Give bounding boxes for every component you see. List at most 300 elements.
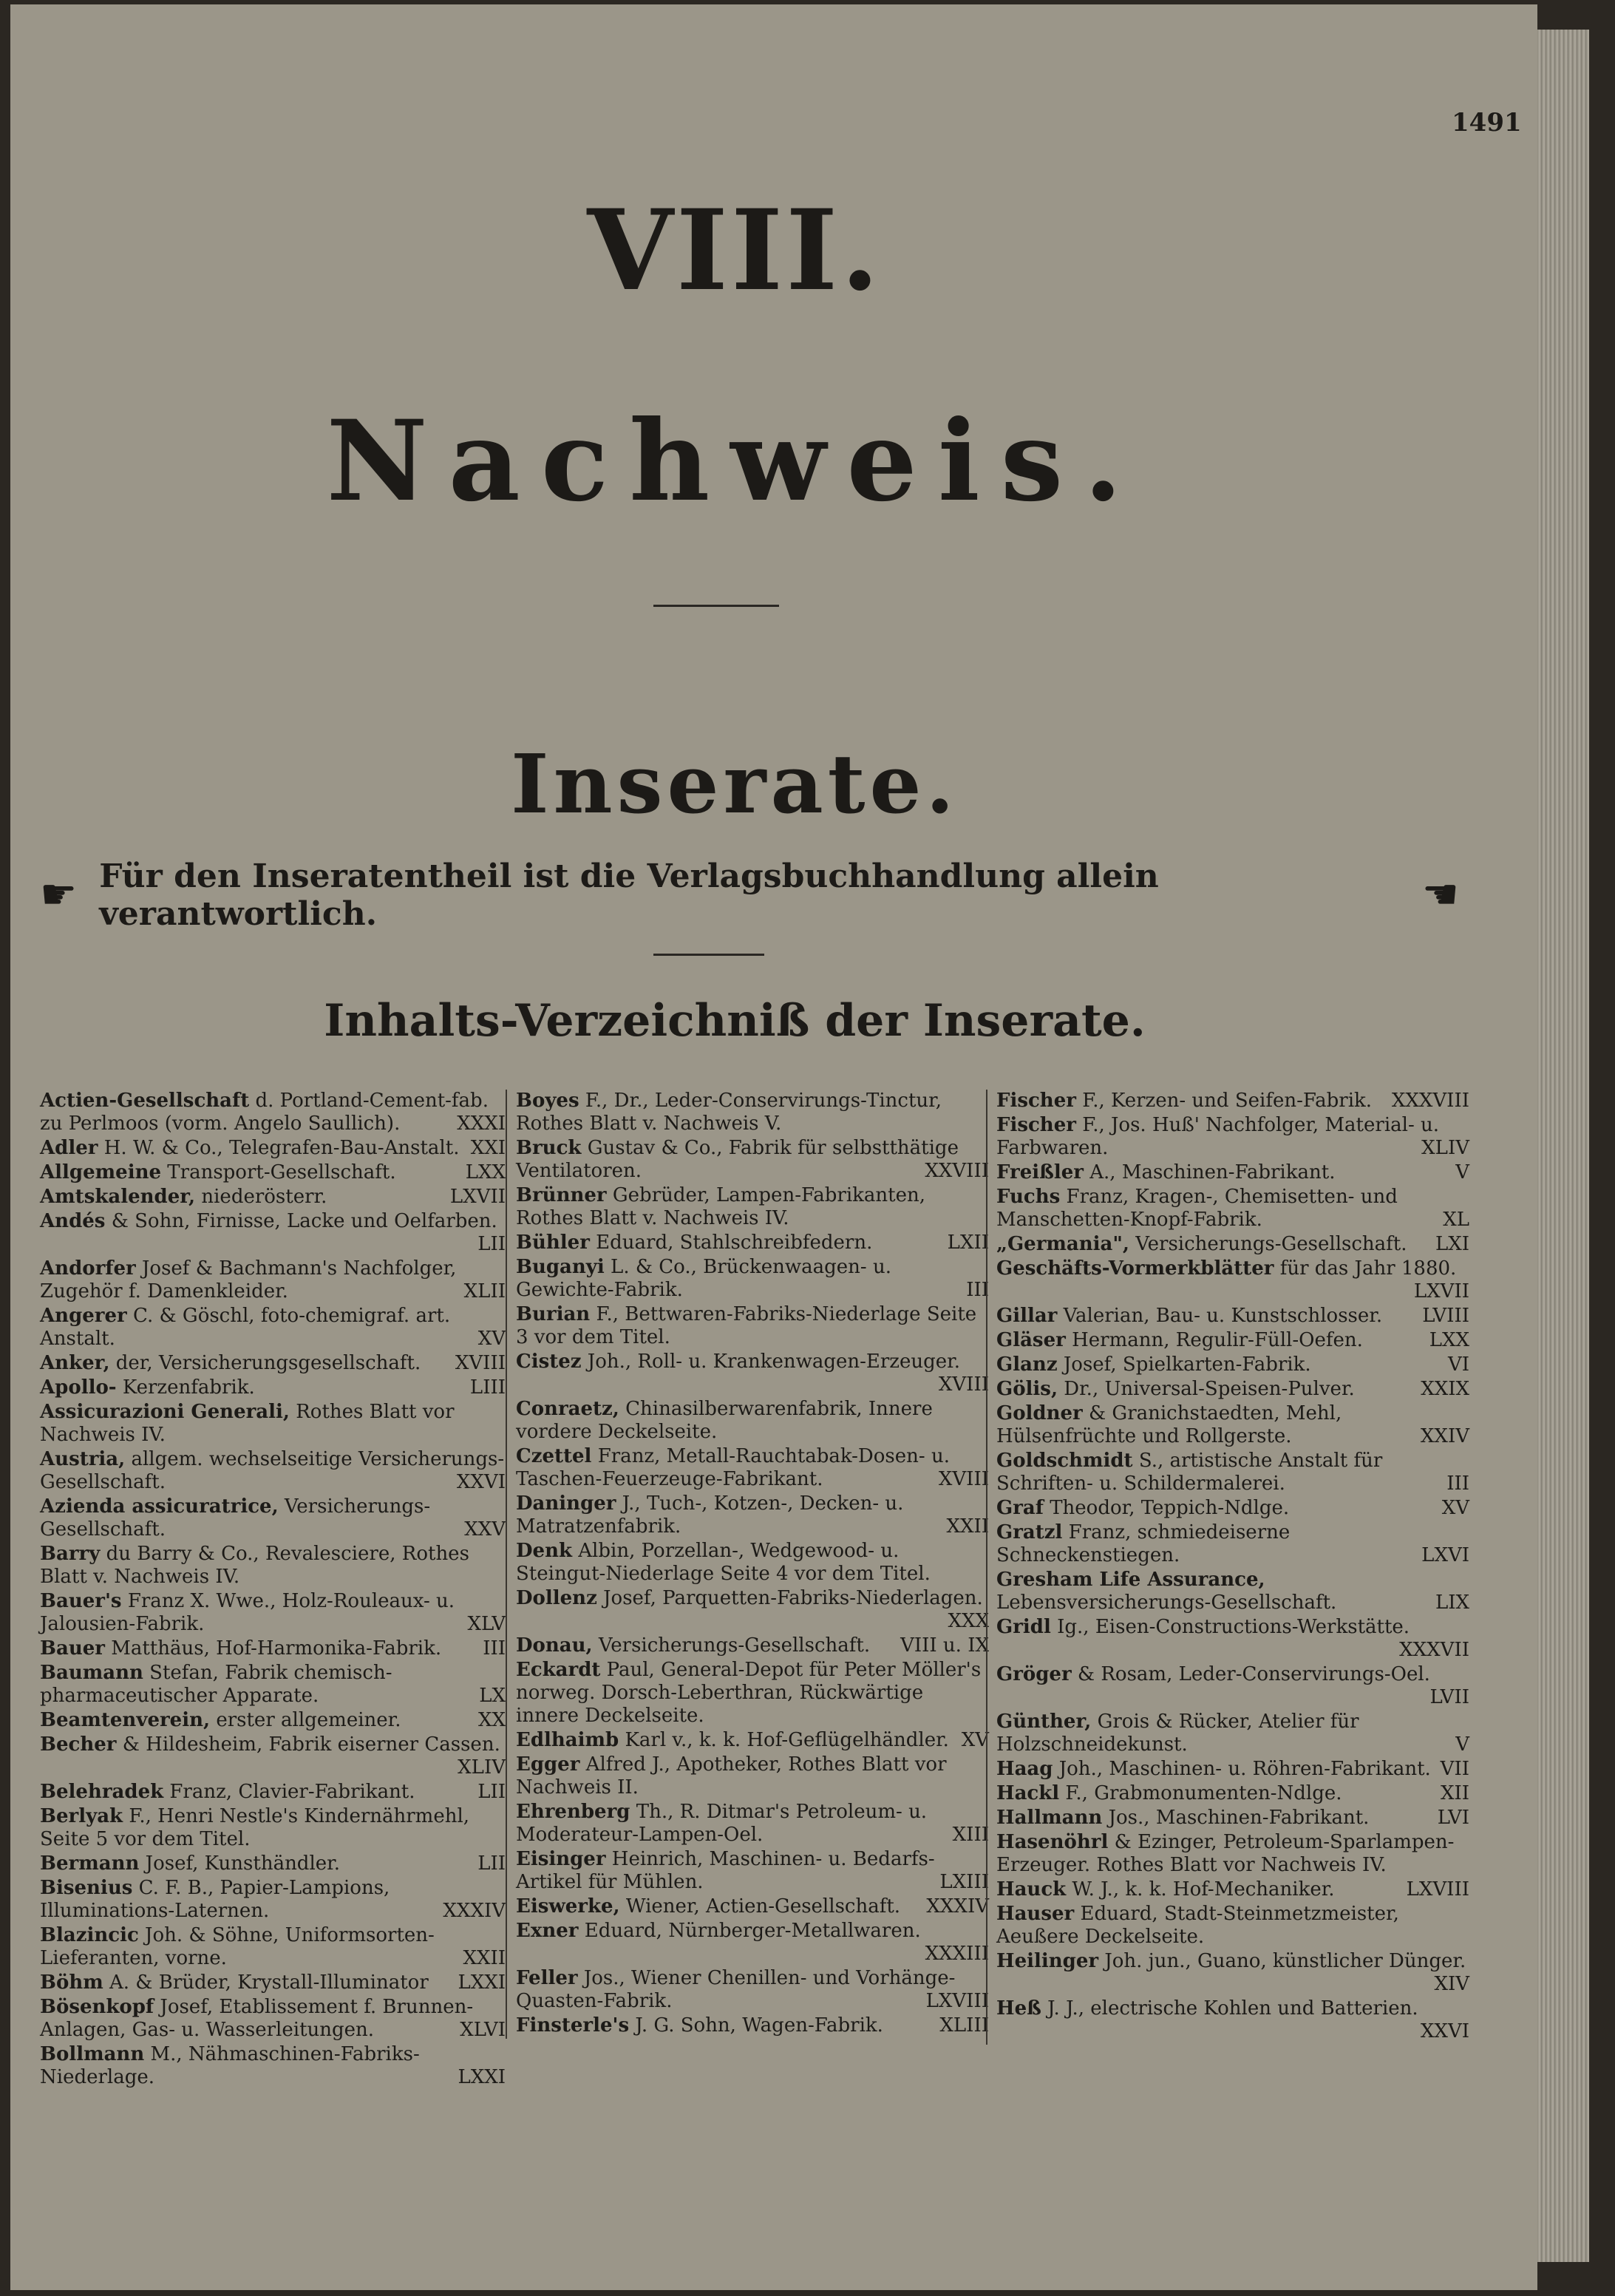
entry-name: Gridl [996,1616,1051,1638]
entry-name: Amtskalender, [40,1186,196,1208]
entry-name: Eiswerke, [516,1895,620,1918]
index-entry [996,1114,1469,1160]
entry-description: Transport-Gesellschaft. [161,1161,396,1183]
entry-description: Josef, Kunsthändler. [139,1852,340,1875]
entry-description: F., Kerzen- und Seifen-Fabrik. [1075,1090,1373,1112]
index-entry [516,1895,989,1918]
entry-name: Daninger [516,1492,616,1515]
entry-description: Alfred J., Apotheker, Rothes Blatt vor Nachweis II. [516,1753,947,1799]
entry-description: F., Grabmonumenten-Ndlge. [1059,1782,1342,1804]
entry-name: Baumann [40,1662,143,1684]
entry-name: Edlhaimb [516,1729,619,1751]
index-entry [996,1233,1469,1256]
index-entry [996,1950,1469,1996]
entry-reference: V [1455,1733,1469,1756]
entry-reference: XVIII [938,1373,989,1396]
entry-reference: III [966,1279,989,1301]
entry-description: Jos., Maschinen-Fabrikant. [1102,1807,1370,1829]
entry-reference: LII [477,1233,506,1255]
entry-description: Theodor, Teppich-Ndlge. [1043,1497,1290,1519]
entry-name: Hauser [996,1903,1075,1925]
entry-name: Gölis, [996,1378,1058,1400]
entry-description: F., Henri Nestle's Kindernährmehl, Seite 5 vor dem Titel. [40,1805,470,1850]
entry-name: Hallmann [996,1807,1103,1829]
entry-reference: LXII [947,1232,989,1254]
entry-name: Gresham Life Assurance, [996,1569,1265,1591]
entry-name: Goldner [996,1402,1083,1424]
entry-description: Joh., Maschinen- u. Röhren-Fabrikant. [1053,1758,1431,1780]
pointing-hand-right-icon: ☛ [40,871,78,919]
entry-reference: LXVII [449,1186,506,1208]
entry-description: d. Portland-Cement-fab. zu Perlmoos (vorm. Angelo Saullich). [40,1090,489,1135]
entry-reference: XLIV [1421,1137,1469,1159]
entry-description: Franz, Kragen-, Chemisetten- und Manschetten-Knopf-Fabrik. [996,1186,1398,1231]
entry-description: A., Maschinen-Fabrikant. [1084,1161,1336,1183]
entry-name: Bisenius [40,1877,133,1899]
entry-reference: V [1455,1161,1469,1183]
entry-name: Berlyak [40,1805,123,1827]
entry-description: Franz, schmiedeiserne Schneckenstiegen. [996,1521,1291,1566]
entry-reference: XIV [1434,1973,1469,1995]
index-entry [996,1521,1469,1567]
index-entry [516,2014,989,2037]
index-entry [996,1402,1469,1448]
entry-name: Gratzl [996,1521,1063,1543]
entry-reference: LX [479,1685,506,1707]
entry-reference: LXVIII [925,1990,989,2012]
entry-reference: XV [961,1729,989,1751]
index-entry [40,1376,506,1399]
pointing-hand-left-icon: ☚ [1421,871,1459,919]
index-entry [40,1257,506,1303]
entry-name: Ehrenberg [516,1801,630,1823]
entry-reference: VI [1447,1354,1469,1376]
entry-name: Brünner [516,1184,607,1206]
entry-description: Stefan, Fabrik chemisch-pharmaceutischer Apparate. [40,1662,392,1707]
entry-reference: LVII [1429,1686,1469,1708]
index-entry [516,1137,989,1183]
entry-name: Bermann [40,1852,140,1875]
entry-name: Bauer's [40,1590,122,1612]
entry-reference: XLIII [939,2014,989,2037]
entry-description: Eduard, Stadt-Steinmetzmeister, Aeußere Deckelseite. [996,1903,1399,1948]
entry-name: Finsterle's [516,2014,630,2037]
entry-description: Joh. & Söhne, Uniformsorten-Lieferanten, vorne. [40,1924,435,1969]
index-entry [996,1090,1469,1113]
entry-reference: XXIX [1421,1378,1469,1400]
entry-description: der, Versicherungsgesellschaft. [109,1352,421,1374]
entry-name: Heilinger [996,1950,1099,1972]
index-entry [996,1497,1469,1520]
entry-reference: XXVIII [925,1160,989,1182]
entry-description: C. & Göschl, foto-chemigraf. art. Anstalt. [40,1305,451,1350]
index-entry [996,1878,1469,1901]
entry-description: A. & Brüder, Krystall-Illuminator [103,1971,429,1994]
index-entry [516,1540,989,1586]
entry-description: Heinrich, Maschinen- u. Bedarfs-Artikel für Mühlen. [516,1848,935,1893]
entry-description: W. J., k. k. Hof-Mechaniker. [1066,1878,1335,1901]
entry-name: Exner [516,1920,579,1942]
entry-name: Hasenöhrl [996,1831,1109,1853]
entry-description: Jos., Wiener Chenillen- und Vorhänge-Quasten-Fabrik. [516,1967,956,2012]
entry-reference: LXIII [939,1871,989,1893]
entry-name: Eckardt [516,1659,601,1681]
entry-name: Cistez [516,1351,582,1373]
entry-reference: XX [477,1709,506,1731]
index-entry [40,1352,506,1375]
index-entry [40,1971,506,1994]
entry-name: Goldschmidt [996,1450,1133,1472]
index-entry [996,1663,1469,1709]
entry-description: Lebensversicherungs-Gesellschaft. [996,1592,1337,1614]
entry-description: & Hildesheim, Fabrik eiserner Cassen. [116,1733,500,1756]
index-entry [40,1733,506,1779]
entry-name: Egger [516,1753,580,1776]
part-number: VIII. [587,186,883,316]
entry-name: Burian [516,1303,591,1325]
entry-reference: XXVI [1420,2020,1469,2042]
entry-description: Joh., Roll- u. Krankenwagen-Erzeuger. [581,1351,961,1373]
toc-title: Inhalts-Verzeichniß der Inserate. [324,995,1146,1047]
entry-reference: LXXI [458,1971,506,1994]
entry-description: Franz, Clavier-Fabrikant. [163,1781,415,1803]
index-entry [516,1634,989,1657]
entry-reference: LVIII [1422,1305,1469,1327]
entry-name: Blazincic [40,1924,139,1946]
index-entry [40,1924,506,1970]
entry-reference: LXVII [1413,1280,1469,1302]
entry-description: Gustav & Co., Fabrik für selbstthätige Ventilatoren. [516,1137,959,1182]
entry-name: Apollo- [40,1376,117,1399]
entry-description: J. G. Sohn, Wagen-Fabrik. [629,2014,883,2037]
index-entry [516,1967,989,2013]
index-entry [40,1090,506,1135]
entry-reference: LXXI [458,2066,506,2088]
entry-name: „Germania", [996,1233,1129,1255]
entry-name: Geschäfts-Vormerkblätter [996,1257,1274,1280]
index-entry [40,1137,506,1160]
entry-name: Fuchs [996,1186,1061,1208]
index-entry [40,1709,506,1732]
index-entry [996,1329,1469,1352]
entry-reference: LII [477,1852,506,1875]
entry-description: Kerzenfabrik. [116,1376,255,1399]
entry-name: Heß [996,1997,1041,2020]
entry-description: Josef & Bachmann's Nachfolger, Zugehör f. Damenkleider. [40,1257,457,1302]
entry-description: Karl v., k. k. Hof-Geflügelhändler. [619,1729,949,1751]
entry-description: Rothes Blatt vor Nachweis IV. [40,1401,455,1446]
entry-description: du Barry & Co., Revalesciere, Rothes Blatt v. Nachweis IV. [40,1543,469,1588]
entry-reference: XXXIII [925,1943,989,1965]
index-entry [40,1877,506,1923]
entry-reference: VIII u. IX [900,1634,989,1657]
subsection-title: Inserate. [511,736,959,832]
index-entry [516,1256,989,1302]
index-entry [996,1758,1469,1781]
entry-name: Fischer [996,1090,1076,1112]
index-entry [516,1445,989,1491]
entry-description: Th., R. Ditmar's Petroleum- u. Moderateur-Lampen-Oel. [516,1801,928,1846]
entry-name: Böhm [40,1971,103,1994]
entry-reference: LXVI [1421,1544,1469,1566]
entry-name: Allgemeine [40,1161,162,1183]
index-entry [40,1996,506,2042]
index-entry [996,1831,1469,1877]
entry-description: Valerian, Bau- u. Kunstschlosser. [1057,1305,1383,1327]
entry-description: J., Tuch-, Kotzen-, Decken- u. Matratzenfabrik. [516,1492,904,1538]
index-entry [516,1492,989,1538]
entry-description: Josef, Etablissement f. Brunnen-Anlagen, Gas- u. Wasserleitungen. [40,1996,474,2041]
entry-description: & Sohn, Firnisse, Lacke und Oelfarben. [105,1210,497,1232]
entry-name: Fischer [996,1114,1076,1136]
index-entry [40,1781,506,1804]
entry-description: Matthäus, Hof-Harmonika-Fabrik. [104,1637,442,1660]
index-entry [996,1807,1469,1830]
entry-reference: XXXVIII [1391,1090,1469,1112]
index-column-3 [986,1090,1469,2045]
entry-reference: LIX [1435,1592,1469,1614]
index-entry [516,1920,989,1966]
index-entry [40,1852,506,1875]
entry-name: Gillar [996,1305,1058,1327]
index-entry [40,1495,506,1541]
index-entry [40,1637,506,1660]
notice-text: Für den Inseratentheil ist die Verlagsbuchhandlung allein verantwortlich. [99,857,1159,933]
entry-name: Haag [996,1758,1053,1780]
index-entry [996,1161,1469,1184]
entry-name: Gläser [996,1329,1066,1351]
entry-description: F., Bettwaren-Fabriks-Niederlage Seite 3 vor dem Titel. [516,1303,977,1348]
divider-rule [653,605,779,607]
entry-description: Dr., Universal-Speisen-Pulver. [1058,1378,1355,1400]
entry-description: Chinasilberwarenfabrik, Innere vordere Deckelseite. [516,1398,933,1443]
entry-description: Joh. jun., Guano, künstlicher Dünger. [1098,1950,1466,1972]
entry-description: Versicherungs-Gesellschaft. [592,1634,871,1657]
entry-name: Bruck [516,1137,582,1159]
index-entry [516,1729,989,1752]
index-entry [996,1569,1469,1614]
index-entry [516,1753,989,1799]
entry-name: Actien-Gesellschaft [40,1090,250,1112]
entry-reference: XV [477,1328,506,1350]
index-entry [516,1090,989,1135]
entry-name: Assicurazioni Generali, [40,1401,290,1423]
index-entry [996,1616,1469,1662]
index-entry [516,1659,989,1728]
entry-reference: XXV [464,1518,506,1541]
entry-description: F., Jos. Huß' Nachfolger, Material- u. Farbwaren. [996,1114,1440,1159]
entry-description: C. F. B., Papier-Lampions, Illuminations-Laternen. [40,1877,390,1922]
entry-description: erster allgemeiner. [210,1709,401,1731]
entry-description: Paul, General-Depot für Peter Möller's norweg. Dorsch-Leberthran, Rückwärtige innere Deckelseite. [516,1659,982,1727]
entry-description: Wiener, Actien-Gesellschaft. [619,1895,901,1918]
entry-name: Bauer [40,1637,105,1660]
index-entry [996,1711,1469,1756]
entry-description: niederösterr. [195,1186,327,1208]
index-entry [516,1848,989,1894]
entry-reference: LVI [1437,1807,1469,1829]
entry-reference: XXVI [456,1471,506,1493]
entry-reference: XLV [467,1613,506,1635]
entry-name: Donau, [516,1634,593,1657]
entry-name: Bollmann [40,2043,145,2065]
entry-reference: XVIII [938,1468,989,1490]
entry-description: Franz X. Wwe., Holz-Rouleaux- u. Jalousien-Fabrik. [40,1590,455,1635]
index-entry [40,1186,506,1209]
entry-reference: XL [1443,1209,1469,1231]
entry-description: J. J., electrische Kohlen und Batterien. [1041,1997,1418,2020]
entry-description: Hermann, Regulir-Füll-Oefen. [1065,1329,1363,1351]
book-page [10,4,1537,2290]
entry-description: & Granichstaedten, Mehl, Hülsenfrüchte und Rollgerste. [996,1402,1342,1447]
entry-reference: XXXIV [926,1895,989,1918]
entry-reference: VII [1440,1758,1469,1780]
entry-reference: XXII [463,1947,506,1969]
entry-reference: XLIV [458,1756,506,1779]
entry-name: Eisinger [516,1848,606,1870]
index-column-1 [40,1090,506,2090]
entry-name: Dollenz [516,1587,597,1609]
entry-name: Austria, [40,1448,126,1470]
entry-name: Günther, [996,1711,1092,1733]
index-entry [516,1184,989,1230]
entry-description: Josef, Parquetten-Fabriks-Niederlagen. [596,1587,983,1609]
index-entry [40,1448,506,1494]
entry-description: Eduard, Nürnberger-Metallwaren. [578,1920,921,1942]
entry-name: Bühler [516,1232,590,1254]
index-entry [516,1232,989,1254]
entry-reference: XXIV [1420,1425,1469,1447]
entry-description: Franz, Metall-Rauchtabak-Dosen- u. Taschen-Feuerzeuge-Fabrikant. [516,1445,950,1490]
index-column-2 [506,1090,989,2039]
notice-line [40,857,1459,933]
entry-description: allgem. wechselseitige Versicherungs-Gesellschaft. [40,1448,505,1493]
entry-reference: XV [1441,1497,1469,1519]
index-entry [40,1210,506,1256]
entry-description: Ig., Eisen-Constructions-Werkstätte. [1050,1616,1410,1638]
entry-description: Versicherungs-Gesellschaft. [40,1495,431,1541]
entry-name: Gröger [996,1663,1072,1685]
entry-description: Gebrüder, Lampen-Fabrikanten, Rothes Blatt v. Nachweis IV. [516,1184,925,1229]
entry-description: H. W. & Co., Telegrafen-Bau-Anstalt. [98,1137,460,1159]
entry-name: Adler [40,1137,98,1159]
index-entry [516,1351,989,1396]
index-entry [996,1354,1469,1376]
entry-name: Andés [40,1210,106,1232]
entry-description: L. & Co., Brückenwaagen- u. Gewichte-Fabrik. [516,1256,891,1301]
entry-description: & Rosam, Leder-Conservirungs-Oel. [1071,1663,1430,1685]
index-entry [516,1303,989,1349]
entry-name: Buganyi [516,1256,605,1278]
entry-name: Beamtenverein, [40,1709,211,1731]
entry-name: Czettel [516,1445,592,1467]
section-title: Nachweis. [326,396,1143,526]
entry-reference: III [483,1637,506,1660]
index-entry [40,1662,506,1708]
page-fore-edge [1537,30,1589,2262]
entry-reference: XII [1440,1782,1469,1804]
index-entry [996,1450,1469,1495]
entry-reference: III [1446,1473,1469,1495]
entry-reference: XXII [946,1515,989,1538]
entry-name: Andorfer [40,1257,136,1280]
index-entry [996,1997,1469,2043]
index-entry [40,1805,506,1851]
index-entry [996,1186,1469,1232]
entry-reference: XLII [463,1280,506,1302]
page-number: 1491 [1452,108,1522,137]
index-entry [40,1305,506,1351]
entry-name: Glanz [996,1354,1058,1376]
index-entry [40,2043,506,2089]
entry-name: Azienda assicuratrice, [40,1495,279,1518]
divider-rule [653,954,764,956]
entry-name: Angerer [40,1305,127,1327]
entry-reference: XVIII [455,1352,506,1374]
entry-description: M., Nähmaschinen-Fabriks-Niederlage. [40,2043,420,2088]
entry-description: F., Dr., Leder-Conservirungs-Tinctur, Rothes Blatt v. Nachweis V. [516,1090,942,1135]
entry-reference: XXXIV [443,1900,506,1922]
index-entry [40,1590,506,1636]
entry-description: & Ezinger, Petroleum-Sparlampen-Erzeuger. Rothes Blatt vor Nachweis IV. [996,1831,1455,1876]
entry-description: S., artistische Anstalt für Schriften- u. Schildermalerei. [996,1450,1383,1495]
entry-description: für das Jahr 1880. [1274,1257,1457,1280]
entry-reference: XIII [952,1824,989,1846]
entry-reference: LXX [465,1161,506,1183]
entry-description: Grois & Rücker, Atelier für Holzschneidekunst. [996,1711,1359,1756]
entry-reference: LXX [1429,1329,1469,1351]
entry-name: Hackl [996,1782,1060,1804]
index-entry [516,1398,989,1444]
index-entry [996,1305,1469,1328]
entry-name: Conraetz, [516,1398,619,1420]
entry-name: Freißler [996,1161,1084,1183]
entry-description: Versicherungs-Gesellschaft. [1129,1233,1407,1255]
entry-name: Belehradek [40,1781,164,1803]
entry-reference: XLVI [460,2019,506,2041]
entry-reference: XXX [948,1610,989,1632]
index-entry [40,1401,506,1447]
entry-reference: LIII [469,1376,506,1399]
entry-name: Bösenkopf [40,1996,154,2018]
index-entry [516,1587,989,1633]
entry-name: Anker, [40,1352,110,1374]
index-entry [40,1543,506,1589]
index-entry [996,1378,1469,1401]
entry-name: Becher [40,1733,117,1756]
entry-reference: LXVIII [1406,1878,1469,1901]
entry-description: Albin, Porzellan-, Wedgewood- u. Steingut-Niederlage Seite 4 vor dem Titel. [516,1540,931,1585]
index-entry [996,1903,1469,1949]
entry-reference: XXI [470,1137,506,1159]
index-entry [516,1801,989,1847]
entry-reference: XXXI [457,1113,506,1135]
entry-name: Hauck [996,1878,1067,1901]
entry-reference: LII [477,1781,506,1803]
index-entry [996,1782,1469,1805]
entry-name: Boyes [516,1090,579,1112]
entry-description: Josef, Spielkarten-Fabrik. [1057,1354,1311,1376]
entry-name: Graf [996,1497,1044,1519]
entry-description: Eduard, Stahlschreibfedern. [589,1232,873,1254]
entry-name: Feller [516,1967,578,1989]
entry-reference: LXI [1435,1233,1469,1255]
index-entry [996,1257,1469,1303]
entry-name: Denk [516,1540,573,1562]
entry-name: Barry [40,1543,101,1565]
index-entry [40,1161,506,1184]
entry-reference: XXXVII [1399,1639,1469,1661]
